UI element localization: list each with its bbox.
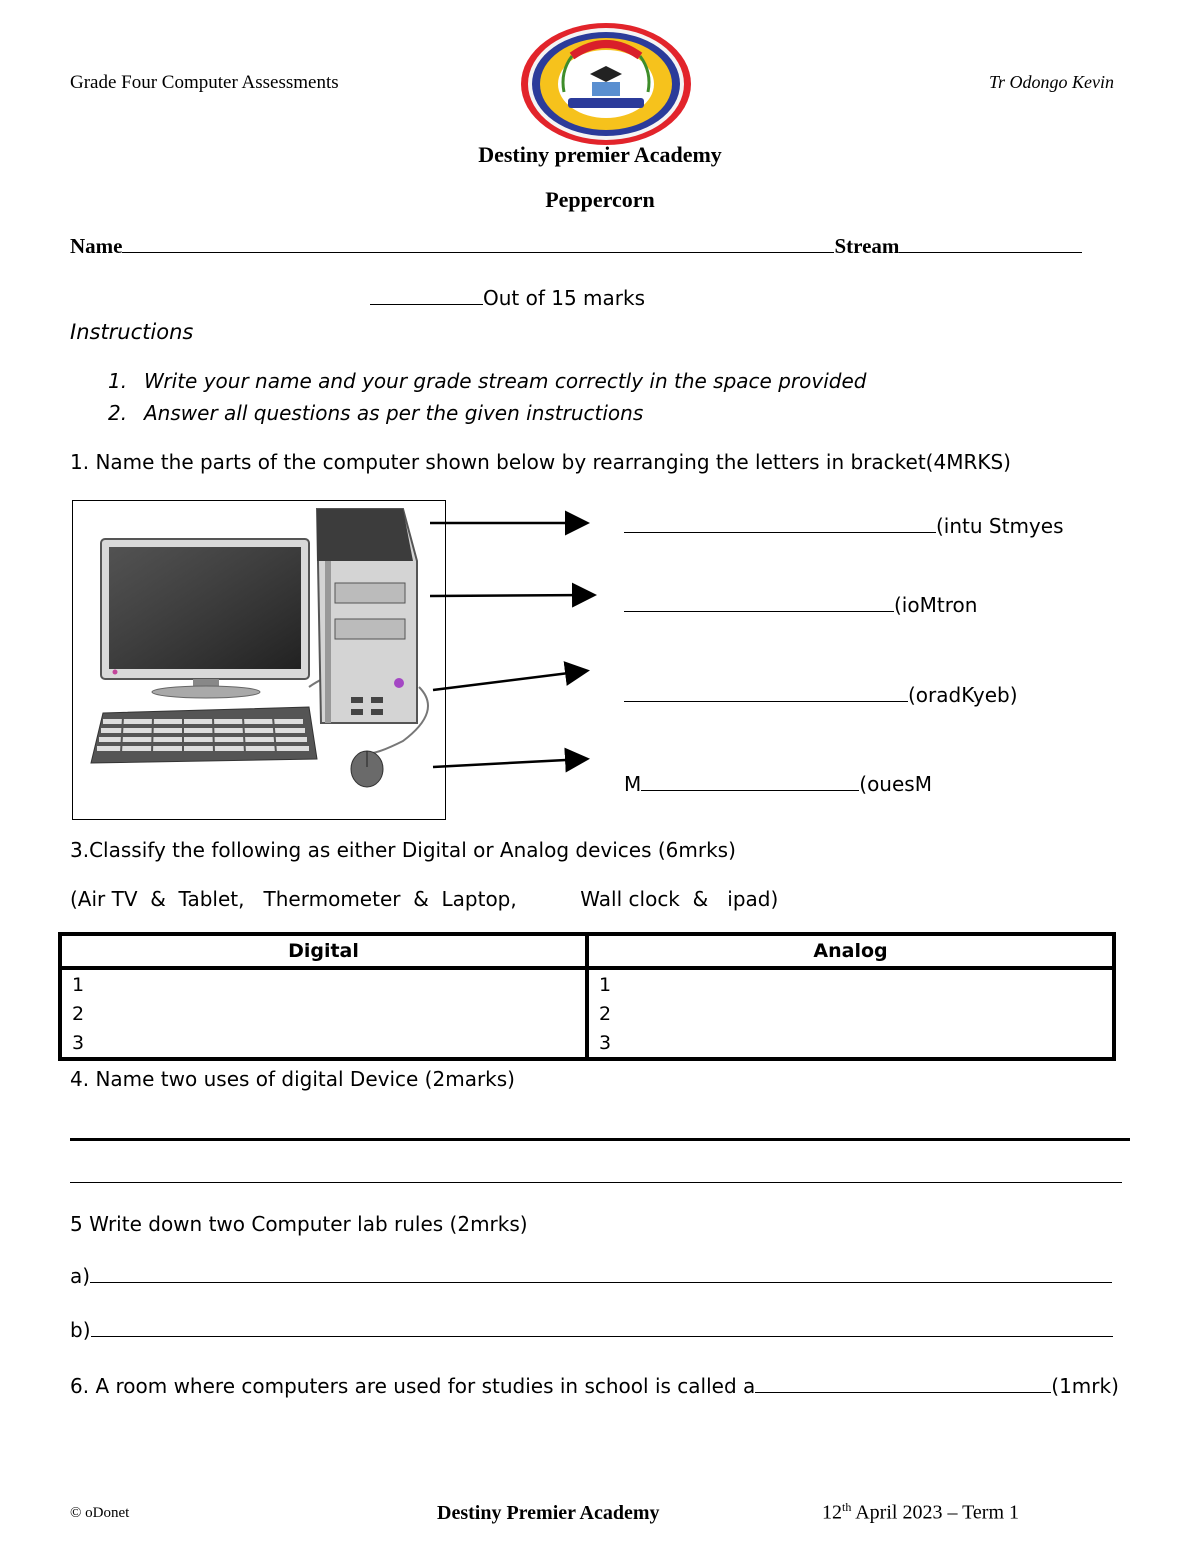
answer-4: M (ouesM: [624, 772, 932, 796]
arrow-lines: [425, 505, 605, 785]
computer-image: [72, 500, 446, 820]
classification-table: [58, 932, 1116, 1061]
question-3: 3.Classify the following as either Digital or Analog devices (6mrks): [70, 838, 736, 862]
arrow-keyboard: [433, 671, 585, 690]
question-1: 1. Name the parts of the computer shown below by rearranging the letters in bracket(4MRKS): [70, 450, 1011, 474]
arrow-monitor: [430, 595, 592, 596]
stream-label: Stream: [834, 234, 900, 258]
table-cell[interactable]: 3: [587, 1028, 1114, 1059]
answer-line-thick[interactable]: [70, 1138, 1130, 1141]
teacher-name: Tr Odongo Kevin: [988, 72, 1114, 92]
answer-3: (oradKyeb): [624, 681, 1018, 707]
footer-copyright: © oDonet: [70, 1505, 130, 1521]
answer-2-line[interactable]: [624, 591, 894, 612]
marks-row: [370, 284, 645, 310]
class-name: Peppercorn: [545, 187, 655, 212]
table-cell[interactable]: 2: [60, 999, 587, 1028]
table-cell[interactable]: 2: [587, 999, 1114, 1028]
instruction-item: 2. Answer all questions as per the given instructions: [108, 401, 644, 425]
column-header-analog: Analog: [587, 934, 1114, 968]
rule-a-row: a): [70, 1262, 1112, 1288]
table-row: [60, 968, 1114, 999]
marks-line[interactable]: [370, 284, 483, 305]
rule-b-line[interactable]: [91, 1316, 1113, 1337]
answer-3-line[interactable]: [624, 681, 908, 702]
school-name: Destiny premier Academy: [478, 142, 722, 167]
name-line[interactable]: [122, 232, 834, 253]
table-cell[interactable]: 1: [60, 968, 587, 999]
footer-date: 12th April 2023 – Term 1: [822, 1500, 1020, 1524]
answer-2: (ioMtron: [624, 591, 977, 617]
rule-a-line[interactable]: [90, 1262, 1112, 1283]
computer-illustration: [73, 501, 445, 819]
marks-label: Out of 15 marks: [483, 286, 646, 310]
table-cell[interactable]: 3: [60, 1028, 587, 1059]
name-stream-row: [70, 232, 1082, 259]
table-row: [60, 999, 1114, 1028]
question-5: 5 Write down two Computer lab rules (2mrks): [70, 1212, 528, 1236]
answer-line[interactable]: [70, 1182, 1122, 1183]
question-3-items: (Air TV & Tablet, Thermometer & Laptop, Wall clock & ipad): [70, 887, 779, 911]
rule-b-row: b): [70, 1316, 1113, 1342]
instructions-title: Instructions: [70, 320, 194, 344]
name-label: Name: [70, 234, 123, 258]
school-logo: [520, 22, 692, 146]
question-6-line[interactable]: [755, 1372, 1051, 1393]
answer-1: (intu Stmyes: [624, 512, 1064, 538]
question-6: 6. A room where computers are used for studies in school is called a (1mrk): [70, 1374, 1119, 1398]
footer-school: Destiny Premier Academy: [437, 1502, 660, 1524]
answer-4-line[interactable]: [641, 770, 859, 791]
instruction-item: 1. Write your name and your grade stream correctly in the space provided: [108, 369, 867, 393]
table-row: [60, 1028, 1114, 1059]
answer-1-line[interactable]: [624, 512, 936, 533]
header-title: Grade Four Computer Assessments: [70, 72, 339, 93]
table-cell[interactable]: 1: [587, 968, 1114, 999]
question-4: 4. Name two uses of digital Device (2marks): [70, 1067, 515, 1091]
stream-line[interactable]: [899, 232, 1082, 253]
column-header-digital: Digital: [60, 934, 587, 968]
arrow-mouse: [433, 759, 585, 767]
